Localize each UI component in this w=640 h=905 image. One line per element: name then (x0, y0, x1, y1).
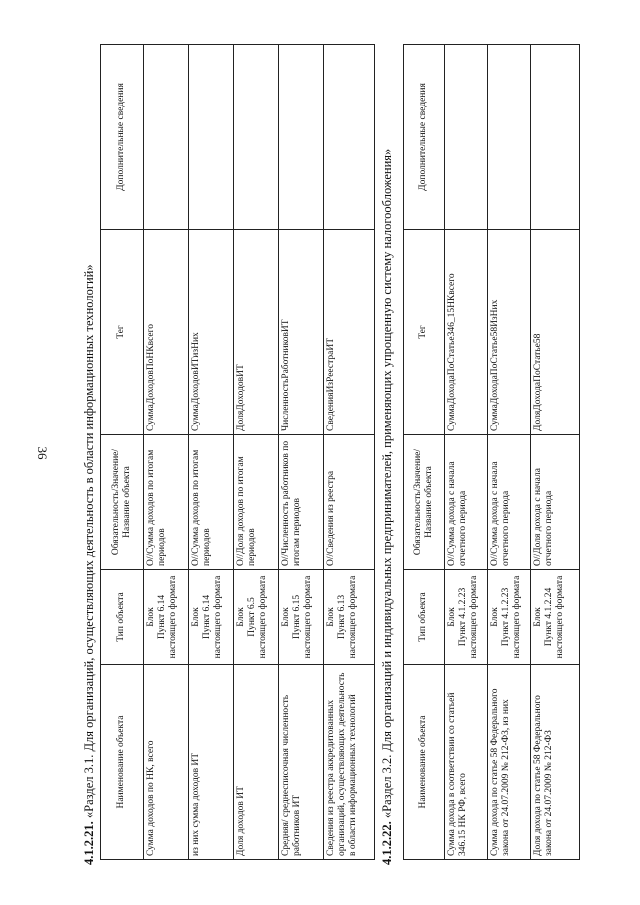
section-2-title: «Раздел 3.2. Для организаций и индивидуальных предпринимателей, применяющих упрощенную систему налогообложения» (380, 148, 394, 819)
cell-type: Блок Пункт 6.14 настоящего формата (144, 570, 189, 665)
cell-name: Доля доходов ИТ (234, 665, 279, 860)
cell-tag: СведенияИзРеестраИТ (324, 230, 375, 435)
header-type: Тип объекта (101, 570, 144, 665)
table-row (279, 45, 324, 860)
cell-extra (144, 45, 189, 230)
cell-oblig: О//Сумма дохода с начала отчетного периода (488, 435, 531, 570)
table-header-row (404, 45, 445, 860)
cell-oblig: О//Численность работников по итогам периодов (279, 435, 324, 570)
header-oblig: Обязательность/Значение/Название объекта (404, 435, 445, 570)
cell-extra (279, 45, 324, 230)
table-row (445, 45, 488, 860)
header-oblig: Обязательность/Значение/Название объекта (101, 435, 144, 570)
cell-name: Средняя/ среднесписочная численность работников ИТ (279, 665, 324, 860)
cell-oblig: О//Доля дохода с начала отчетного периода (531, 435, 580, 570)
cell-type: Блок Пункт 4.1.2.23 настоящего формата (445, 570, 488, 665)
cell-oblig: О//Сумма дохода с начала отчетного периода (445, 435, 488, 570)
cell-tag: СуммаДоходаПоСтатье346_15НКвсего (445, 230, 488, 435)
header-type: Тип объекта (404, 570, 445, 665)
cell-extra (324, 45, 375, 230)
cell-tag: ДоляДоходаПоСтатье58 (531, 230, 580, 435)
cell-tag: ДоляДоходовИТ (234, 230, 279, 435)
cell-tag: СуммаДоходаПоСтатье58ИзНих (488, 230, 531, 435)
cell-type: Блок Пункт 4.1.2.23 настоящего формата (488, 570, 531, 665)
table-row (144, 45, 189, 860)
cell-type: Блок Пункт 6.14 настоящего формата (189, 570, 234, 665)
cell-type: Блок Пункт 6.15 настоящего формата (279, 570, 324, 665)
section-2-number: 4.1.2.22. (380, 821, 394, 865)
cell-name: Сумма дохода по статье 58 Федерального закона от 24.07.2009 № 212-ФЗ, из них (488, 665, 531, 860)
table-row (488, 45, 531, 860)
header-tag: Тег (101, 230, 144, 435)
cell-name: Сумма дохода в соответствии со статьей 346.15 НК РФ, всего (445, 665, 488, 860)
header-name: Наименование объекта (404, 665, 445, 860)
cell-tag: СуммаДоходовПоНКвсего (144, 230, 189, 435)
cell-extra (488, 45, 531, 230)
section-1-title: «Раздел 3.1. Для организаций, осуществляющих деятельность в области информационных технологий» (82, 264, 96, 819)
table-row (531, 45, 580, 860)
table-header-row (101, 45, 144, 860)
section-1-heading (82, 264, 97, 865)
header-extra: Дополнительные сведения (101, 45, 144, 230)
cell-oblig: О//Доля доходов по итогам периодов (234, 435, 279, 570)
cell-extra (234, 45, 279, 230)
cell-tag: СуммаДоходовИТизНих (189, 230, 234, 435)
header-extra: Дополнительные сведения (404, 45, 445, 230)
cell-oblig: О//Сведения из реестра (324, 435, 375, 570)
cell-oblig: О//Сумма доходов по итогам периодов (189, 435, 234, 570)
table-row (234, 45, 279, 860)
cell-extra (445, 45, 488, 230)
header-name: Наименование объекта (101, 665, 144, 860)
cell-extra (189, 45, 234, 230)
section-2-table (403, 44, 580, 860)
cell-name: Доля дохода по статье 58 Федерального закона от 24.07.2009 № 212-ФЗ (531, 665, 580, 860)
header-tag: Тег (404, 230, 445, 435)
cell-type: Блок Пункт 4.1.2.24 настоящего формата (531, 570, 580, 665)
cell-name: Сведения из реестра аккредитованных организаций, осуществляющих деятельность в области информационных технологий (324, 665, 375, 860)
cell-name: из них сумма доходов ИТ (189, 665, 234, 860)
table-row (189, 45, 234, 860)
cell-extra (531, 45, 580, 230)
cell-type: Блок Пункт 6.13 настоящего формата (324, 570, 375, 665)
cell-tag: ЧисленностьРаботниковИТ (279, 230, 324, 435)
cell-type: Блок Пункт 6.5 настоящего формата (234, 570, 279, 665)
section-1-table (100, 44, 375, 860)
cell-name: Сумма доходов по НК, всего (144, 665, 189, 860)
section-1-number: 4.1.2.21. (82, 821, 96, 865)
cell-oblig: О//Сумма доходов по итогам периодов (144, 435, 189, 570)
section-2-heading (380, 149, 395, 865)
page-number: 36 (35, 446, 50, 460)
table-row (324, 45, 375, 860)
